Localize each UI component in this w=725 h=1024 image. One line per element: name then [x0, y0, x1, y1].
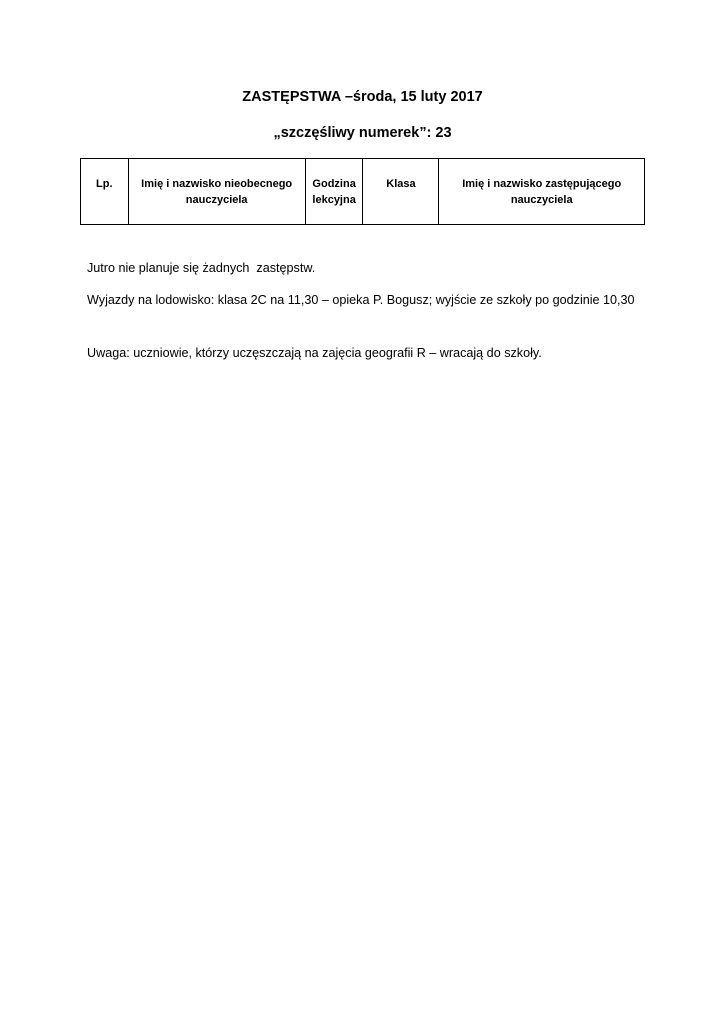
substitutions-table [80, 158, 645, 225]
paragraph-ice-rink-trip: Wyjazdy na lodowisko: klasa 2C na 11,30 – opieka P. Bogusz; wyjście ze szkoły po godzinie 10,30 [87, 293, 635, 307]
lucky-number: „szczęśliwy numerek”: 23 [273, 125, 452, 141]
table-header-row [81, 159, 645, 225]
header-substitute-teacher: Imię i nazwisko zastępującego nauczyciela [439, 159, 645, 225]
header-lp: Lp. [81, 159, 129, 225]
header-absent-teacher: Imię i nazwisko nieobecnego nauczyciela [128, 159, 305, 225]
header-class: Klasa [363, 159, 439, 225]
paragraph-note: Uwaga: uczniowie, którzy uczęszczają na zajęcia geografii R – wracają do szkoły. [87, 346, 542, 360]
document-title: ZASTĘPSTWA –środa, 15 luty 2017 [242, 89, 483, 105]
header-lesson-hour: Godzina lekcyjna [305, 159, 363, 225]
paragraph-no-substitutions: Jutro nie planuje się żadnych zastępstw. [87, 261, 316, 275]
